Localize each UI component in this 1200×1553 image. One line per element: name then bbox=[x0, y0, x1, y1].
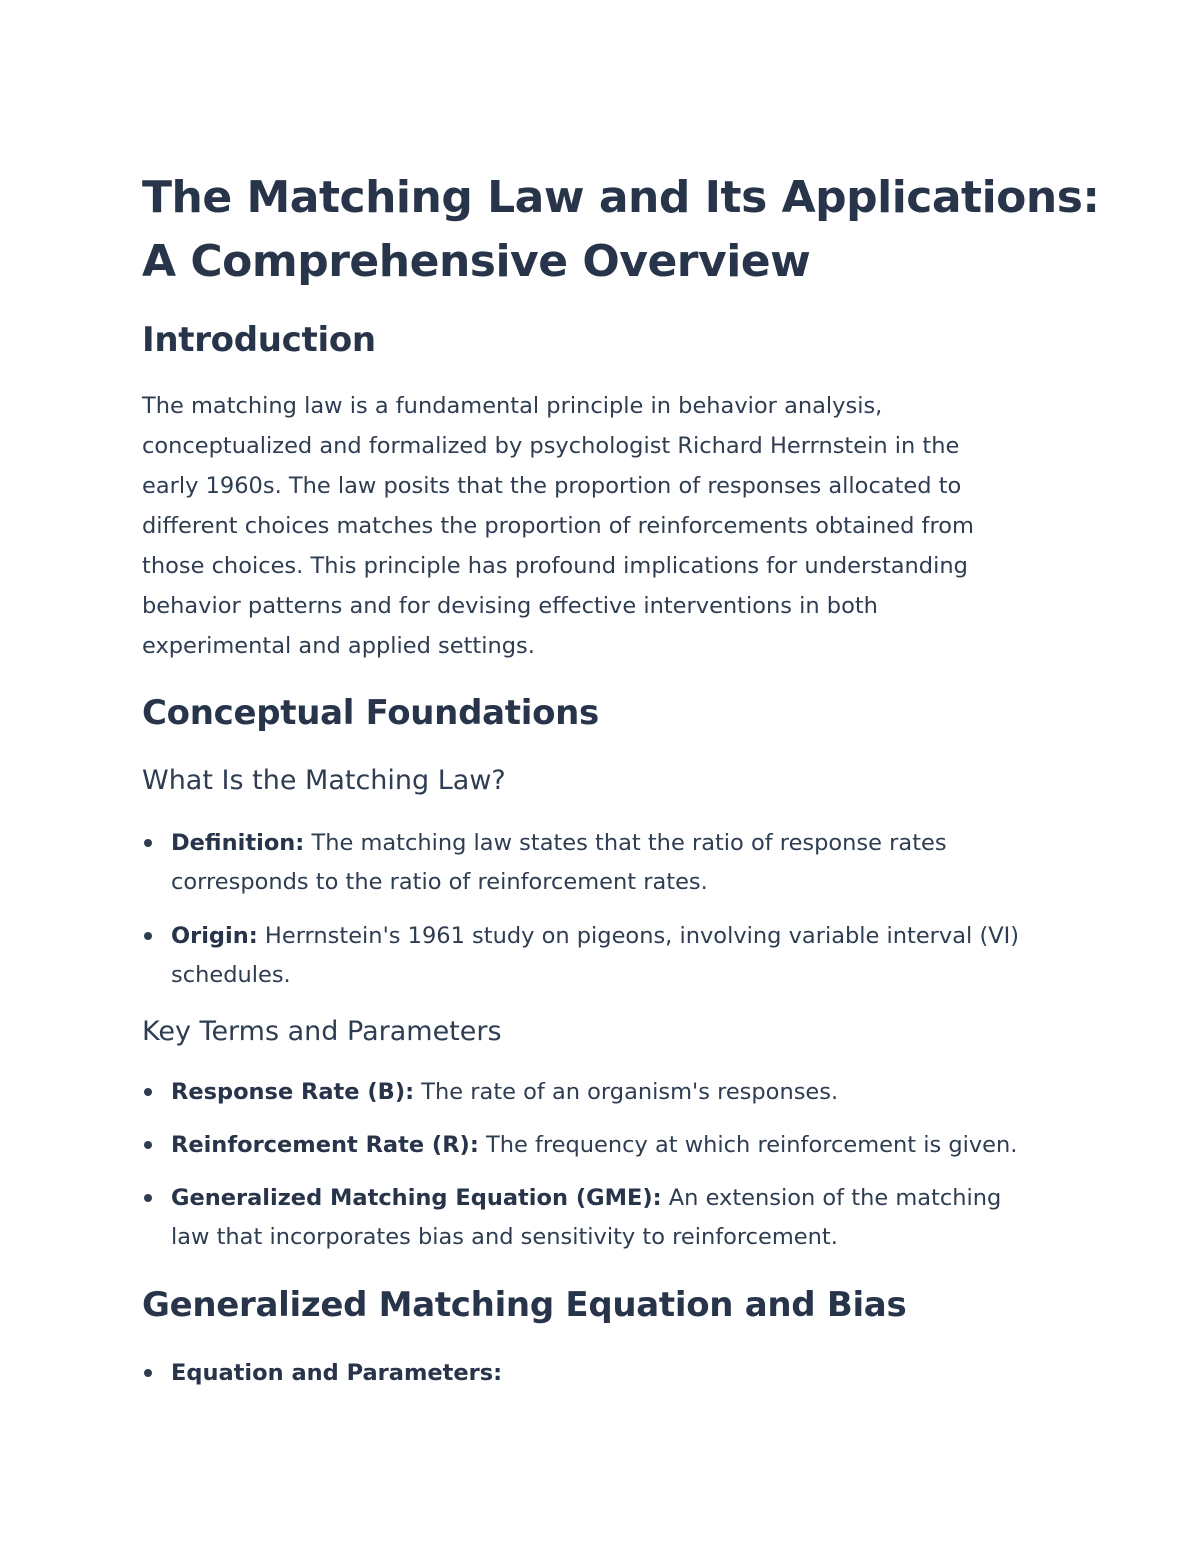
list-item bbox=[142, 1179, 1017, 1257]
title-line-2: A Comprehensive Overview bbox=[142, 236, 811, 287]
list-item bbox=[142, 917, 1019, 995]
list-item-line bbox=[171, 1126, 1017, 1165]
document-title bbox=[142, 166, 1100, 294]
list-item-term: Origin: bbox=[171, 923, 258, 949]
bullet-icon bbox=[144, 1194, 152, 1202]
list-item bbox=[142, 1354, 502, 1393]
list-item-line bbox=[171, 1073, 1017, 1112]
list-item-line: schedules. bbox=[171, 962, 291, 988]
list-item-term: Equation and Parameters: bbox=[171, 1360, 503, 1386]
subheading-key-terms: Key Terms and Parameters bbox=[142, 1016, 502, 1047]
intro-line: The matching law is a fundamental principle in behavior analysis, bbox=[142, 393, 883, 419]
list-item-text: The matching law states that the ratio of response rates bbox=[304, 830, 947, 856]
gme-list bbox=[142, 1354, 502, 1393]
list-item-text: The frequency at which reinforcement is given. bbox=[478, 1132, 1018, 1158]
bullet-icon bbox=[144, 839, 152, 847]
intro-line: different choices matches the proportion of reinforcements obtained from bbox=[142, 513, 974, 539]
subheading-what-is-matching-law: What Is the Matching Law? bbox=[142, 765, 506, 796]
list-item-line bbox=[171, 917, 1019, 956]
list-item-term: Definition: bbox=[171, 830, 305, 856]
heading-introduction: Introduction bbox=[142, 320, 376, 360]
list-item-line bbox=[171, 1354, 502, 1393]
bullet-icon bbox=[144, 1088, 152, 1096]
list-item-text: The rate of an organism's responses. bbox=[414, 1079, 839, 1105]
bullet-icon bbox=[144, 1369, 152, 1377]
heading-conceptual-foundations: Conceptual Foundations bbox=[142, 693, 599, 733]
list-item-term: Reinforcement Rate (R): bbox=[171, 1132, 479, 1158]
intro-line: behavior patterns and for devising effective interventions in both bbox=[142, 593, 878, 619]
intro-line: early 1960s. The law posits that the proportion of responses allocated to bbox=[142, 473, 962, 499]
list-item-term: Response Rate (B): bbox=[171, 1079, 415, 1105]
list-item-term: Generalized Matching Equation (GME): bbox=[171, 1185, 662, 1211]
heading-gme-and-bias: Generalized Matching Equation and Bias bbox=[142, 1285, 907, 1325]
list-item-text: Herrnstein's 1961 study on pigeons, involving variable interval (VI) bbox=[257, 923, 1020, 949]
key-terms-list bbox=[142, 1073, 1017, 1257]
list-item-text: An extension of the matching bbox=[661, 1185, 1002, 1211]
introduction-paragraph bbox=[142, 386, 974, 666]
bullet-icon bbox=[144, 1141, 152, 1149]
what-is-list bbox=[142, 824, 1019, 995]
list-item-line: corresponds to the ratio of reinforcement rates. bbox=[171, 869, 708, 895]
intro-line: conceptualized and formalized by psychologist Richard Herrnstein in the bbox=[142, 433, 960, 459]
list-item-line bbox=[171, 824, 1019, 863]
list-item-line bbox=[171, 1179, 1017, 1218]
intro-line: experimental and applied settings. bbox=[142, 633, 535, 659]
title-line-1: The Matching Law and Its Applications: bbox=[142, 172, 1100, 223]
list-item bbox=[142, 1073, 1017, 1112]
list-item-line: law that incorporates bias and sensitivity to reinforcement. bbox=[171, 1224, 838, 1250]
bullet-icon bbox=[144, 932, 152, 940]
intro-line: those choices. This principle has profound implications for understanding bbox=[142, 553, 968, 579]
list-item bbox=[142, 1126, 1017, 1165]
list-item bbox=[142, 824, 1019, 902]
